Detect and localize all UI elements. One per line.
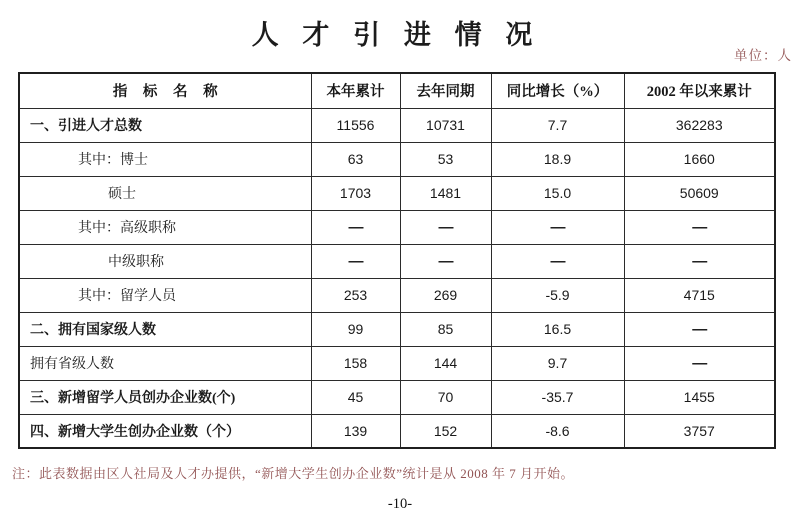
table-cell: -5.9 bbox=[491, 278, 624, 312]
table-row bbox=[19, 210, 775, 244]
table-cell: — bbox=[311, 210, 400, 244]
table-cell: 3757 bbox=[624, 414, 775, 448]
header-yoy-growth: 同比增长（%） bbox=[491, 73, 624, 108]
table-row bbox=[19, 244, 775, 278]
table-cell: 362283 bbox=[624, 108, 775, 142]
table-cell: 70 bbox=[400, 380, 491, 414]
table-cell: 63 bbox=[311, 142, 400, 176]
header-indicator-name: 指 标 名 称 bbox=[19, 73, 311, 108]
table-cell: 18.9 bbox=[491, 142, 624, 176]
table-cell: 4715 bbox=[624, 278, 775, 312]
table-cell: 45 bbox=[311, 380, 400, 414]
table-cell: 11556 bbox=[311, 108, 400, 142]
table-cell: 7.7 bbox=[491, 108, 624, 142]
table-cell: 152 bbox=[400, 414, 491, 448]
row-label: 四、新增大学生创办企业数（个） bbox=[19, 414, 311, 448]
table-cell: -35.7 bbox=[491, 380, 624, 414]
table-cell: — bbox=[624, 244, 775, 278]
table-row bbox=[19, 414, 775, 448]
row-label: 二、拥有国家级人数 bbox=[19, 312, 311, 346]
table-row bbox=[19, 142, 775, 176]
table-cell: 1703 bbox=[311, 176, 400, 210]
talent-introduction-table bbox=[18, 72, 776, 449]
table-row bbox=[19, 176, 775, 210]
row-label: 拥有省级人数 bbox=[19, 346, 311, 380]
table-cell: 158 bbox=[311, 346, 400, 380]
table-cell: 139 bbox=[311, 414, 400, 448]
row-label: 一、引进人才总数 bbox=[19, 108, 311, 142]
table-cell: 253 bbox=[311, 278, 400, 312]
table-cell: — bbox=[491, 244, 624, 278]
table-cell: — bbox=[624, 210, 775, 244]
table-row bbox=[19, 278, 775, 312]
table-cell: — bbox=[311, 244, 400, 278]
table-row bbox=[19, 346, 775, 380]
table-cell: — bbox=[491, 210, 624, 244]
header-current-year-total: 本年累计 bbox=[311, 73, 400, 108]
row-label: 其中：高级职称 bbox=[19, 210, 311, 244]
table-cell: 50609 bbox=[624, 176, 775, 210]
table-cell: 9.7 bbox=[491, 346, 624, 380]
row-label: 其中：博士 bbox=[19, 142, 311, 176]
table-cell: 269 bbox=[400, 278, 491, 312]
row-label: 硕士 bbox=[19, 176, 311, 210]
row-label: 三、新增留学人员创办企业数(个) bbox=[19, 380, 311, 414]
table-row bbox=[19, 380, 775, 414]
table-cell: 1481 bbox=[400, 176, 491, 210]
table-row bbox=[19, 312, 775, 346]
row-label: 中级职称 bbox=[19, 244, 311, 278]
table-cell: — bbox=[624, 312, 775, 346]
page-title: 人 才 引 进 情 况 bbox=[251, 20, 535, 50]
table-cell: 1455 bbox=[624, 380, 775, 414]
table-row bbox=[19, 108, 775, 142]
table-header-row bbox=[19, 73, 775, 108]
table-cell: 85 bbox=[400, 312, 491, 346]
table-cell: 53 bbox=[400, 142, 491, 176]
unit-label: 单位：人 bbox=[734, 48, 792, 63]
table-cell: — bbox=[624, 346, 775, 380]
table-cell: 16.5 bbox=[491, 312, 624, 346]
table-cell: 15.0 bbox=[491, 176, 624, 210]
table-cell: — bbox=[400, 244, 491, 278]
row-label: 其中：留学人员 bbox=[19, 278, 311, 312]
table-cell: 10731 bbox=[400, 108, 491, 142]
table-cell: 99 bbox=[311, 312, 400, 346]
table-cell: -8.6 bbox=[491, 414, 624, 448]
header-same-period-last-year: 去年同期 bbox=[400, 73, 491, 108]
table-cell: 144 bbox=[400, 346, 491, 380]
page-number: -10- bbox=[387, 496, 413, 512]
header-cumulative-since-2002: 2002 年以来累计 bbox=[624, 73, 775, 108]
footnote: 注：此表数据由区人社局及人才办提供，“新增大学生创办企业数”统计是从 2008 年 7 月开始。 bbox=[12, 466, 575, 481]
table-cell: 1660 bbox=[624, 142, 775, 176]
table-cell: — bbox=[400, 210, 491, 244]
